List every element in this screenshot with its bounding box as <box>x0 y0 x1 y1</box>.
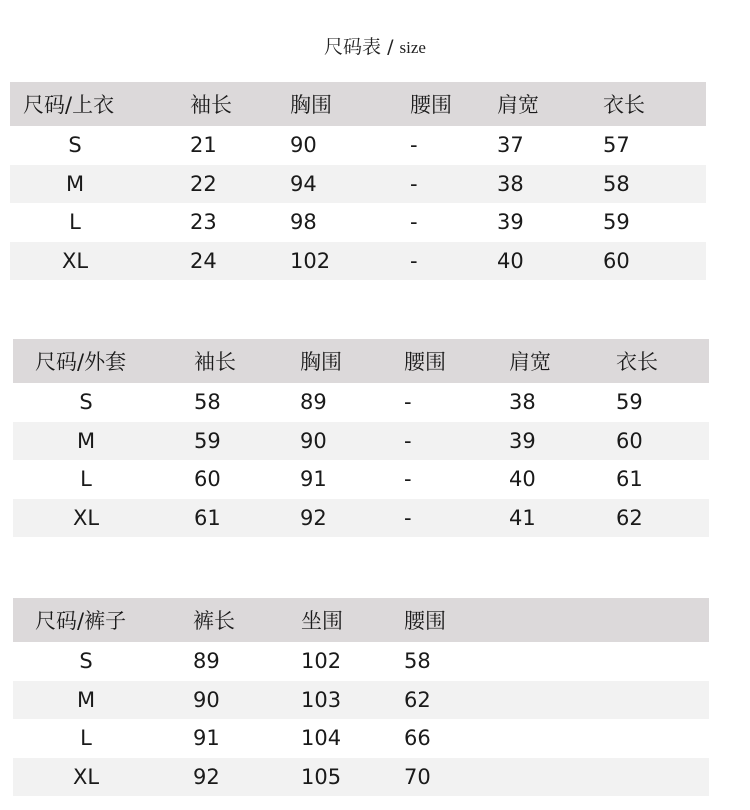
value-cell: 105 <box>301 764 342 789</box>
value-cell: 38 <box>497 171 524 196</box>
value-cell: 24 <box>190 248 217 273</box>
header-cell: 尺码/外套 <box>35 350 127 374</box>
value-cell: 98 <box>290 210 317 235</box>
size-cell: XL <box>72 764 100 789</box>
value-cell: 57 <box>603 133 630 158</box>
header-cell: 肩宽 <box>509 350 551 374</box>
value-cell: 91 <box>300 467 327 492</box>
table-row <box>13 642 709 681</box>
header-cell: 衣长 <box>616 350 658 374</box>
header-cell: 袖长 <box>190 93 232 117</box>
table-header-row <box>13 598 709 642</box>
header-cell: 袖长 <box>194 350 236 374</box>
size-cell: L <box>80 467 92 492</box>
value-cell: 38 <box>509 390 536 415</box>
table-row <box>13 460 709 499</box>
table-header-row <box>13 339 709 383</box>
table-row <box>13 758 709 797</box>
page-title <box>0 32 750 59</box>
value-cell: 39 <box>509 428 536 453</box>
table-row <box>10 126 706 165</box>
size-cell: M <box>76 428 96 453</box>
size-cell: S <box>79 649 93 674</box>
value-cell: 102 <box>290 248 331 273</box>
header-cell: 胸围 <box>300 350 342 374</box>
value-cell: 90 <box>300 428 327 453</box>
value-cell: 62 <box>404 687 431 712</box>
value-cell: 91 <box>193 726 220 751</box>
size-cell: S <box>68 133 82 158</box>
size-cell: M <box>65 171 85 196</box>
value-cell: 89 <box>300 390 327 415</box>
header-cell: 胸围 <box>290 93 332 117</box>
value-cell: 61 <box>194 505 221 530</box>
size-cell: XL <box>61 248 89 273</box>
value-cell: 37 <box>497 133 524 158</box>
value-cell: 58 <box>603 171 630 196</box>
value-cell: 23 <box>190 210 217 235</box>
value-cell: - <box>410 210 418 235</box>
size-cell: M <box>76 687 96 712</box>
value-cell: - <box>404 467 412 492</box>
table-row <box>13 681 709 720</box>
value-cell: 60 <box>616 428 643 453</box>
size-table-tops <box>10 82 706 280</box>
value-cell: 104 <box>301 726 342 751</box>
table-row <box>10 242 706 281</box>
size-table-jackets <box>13 339 709 537</box>
table-row <box>13 499 709 538</box>
value-cell: 92 <box>300 505 327 530</box>
value-cell: - <box>410 171 418 196</box>
value-cell: 58 <box>404 649 431 674</box>
value-cell: 94 <box>290 171 317 196</box>
size-cell: L <box>69 210 81 235</box>
value-cell: 59 <box>194 428 221 453</box>
value-cell: 59 <box>616 390 643 415</box>
value-cell: 92 <box>193 764 220 789</box>
header-cell: 腰围 <box>404 609 446 633</box>
value-cell: 60 <box>194 467 221 492</box>
table-row <box>13 383 709 422</box>
value-cell: - <box>404 505 412 530</box>
value-cell: - <box>410 133 418 158</box>
value-cell: 22 <box>190 171 217 196</box>
header-cell: 尺码/裤子 <box>35 609 127 633</box>
header-cell: 坐围 <box>301 609 343 633</box>
value-cell: 90 <box>193 687 220 712</box>
header-cell: 肩宽 <box>497 93 539 117</box>
value-cell: - <box>404 390 412 415</box>
table-row <box>10 203 706 242</box>
header-cell: 尺码/上衣 <box>23 93 115 117</box>
value-cell: 59 <box>603 210 630 235</box>
header-cell: 衣长 <box>603 93 645 117</box>
value-cell: 103 <box>301 687 342 712</box>
value-cell: 21 <box>190 133 217 158</box>
value-cell: 58 <box>194 390 221 415</box>
title-separator: / <box>381 36 400 58</box>
table-row <box>13 719 709 758</box>
value-cell: - <box>404 428 412 453</box>
value-cell: 89 <box>193 649 220 674</box>
title-zh: 尺码表 <box>324 36 382 58</box>
size-cell: S <box>79 390 93 415</box>
value-cell: - <box>410 248 418 273</box>
title-en: size <box>399 38 426 57</box>
header-cell: 腰围 <box>404 350 446 374</box>
value-cell: 60 <box>603 248 630 273</box>
size-cell: L <box>80 726 92 751</box>
value-cell: 39 <box>497 210 524 235</box>
value-cell: 40 <box>497 248 524 273</box>
table-header-row <box>10 82 706 126</box>
value-cell: 102 <box>301 649 342 674</box>
value-cell: 40 <box>509 467 536 492</box>
header-cell: 腰围 <box>410 93 452 117</box>
header-cell: 裤长 <box>193 609 235 633</box>
value-cell: 61 <box>616 467 643 492</box>
table-row <box>10 165 706 204</box>
value-cell: 41 <box>509 505 536 530</box>
table-row <box>13 422 709 461</box>
value-cell: 66 <box>404 726 431 751</box>
size-cell: XL <box>72 505 100 530</box>
value-cell: 70 <box>404 764 431 789</box>
value-cell: 62 <box>616 505 643 530</box>
value-cell: 90 <box>290 133 317 158</box>
size-table-pants <box>13 598 709 796</box>
